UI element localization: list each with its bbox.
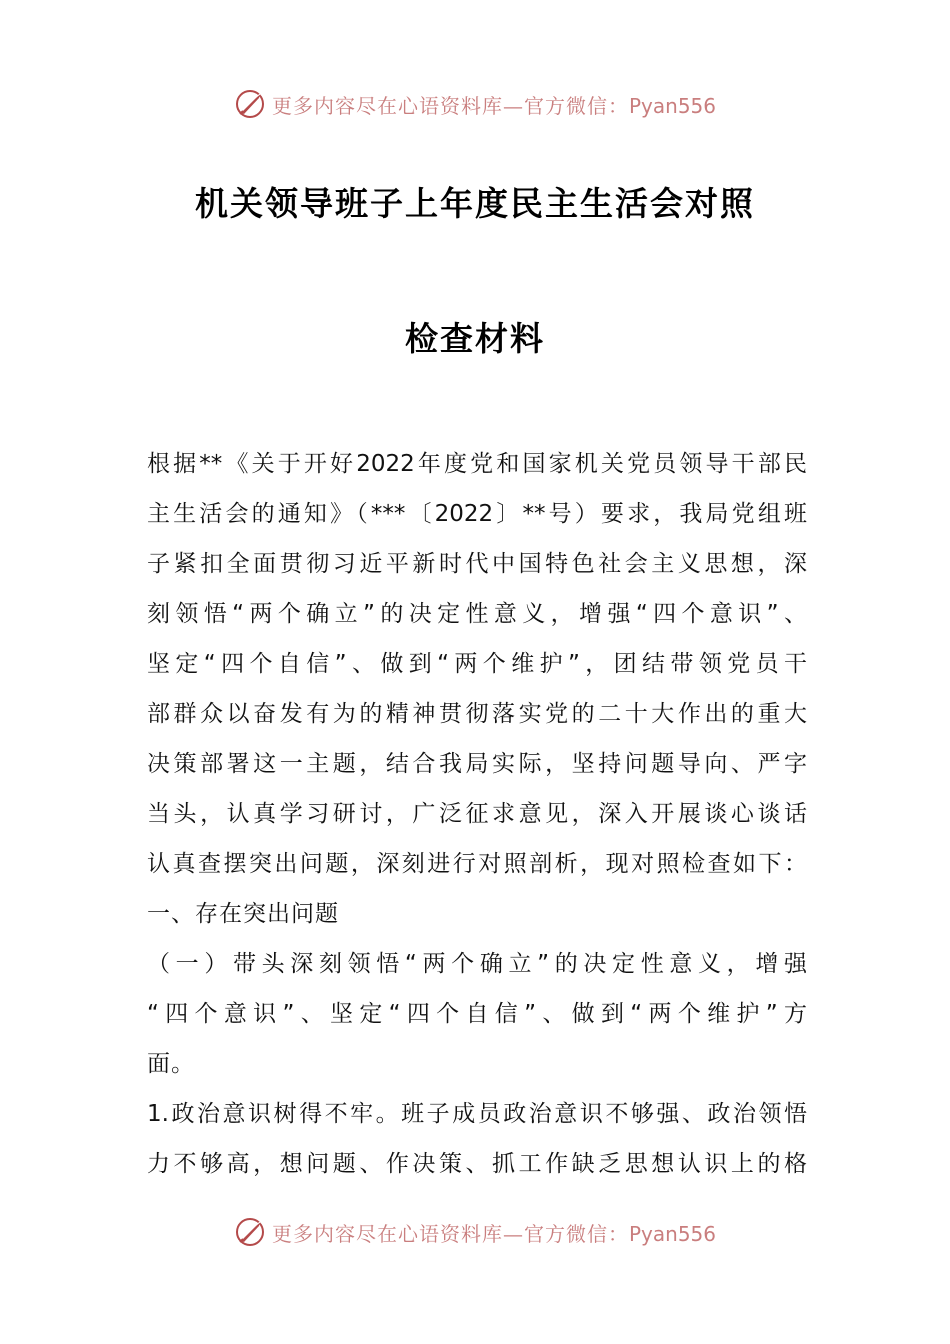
subsection-heading-line: 面。 [147, 1051, 195, 1077]
watermark-text: 更多内容尽在心语资料库—官方微信：Pyan556 [271, 1221, 716, 1246]
watermark-banner-bottom [0, 1214, 950, 1250]
body-line: 根据**《关于开好2022年度党和国家机关党员领导干部民 [147, 451, 807, 477]
watermark-text: 更多内容尽在心语资料库—官方微信：Pyan556 [271, 93, 716, 118]
body-line: 当头，认真学习研讨，广泛征求意见，深入开展谈心谈话 [147, 801, 807, 827]
body-line: 坚定“四个自信”、做到“两个维护”，团结带领党员干 [147, 651, 807, 677]
body-line: 主生活会的通知》（***〔2022〕**号）要求，我局党组班 [147, 501, 807, 527]
document-title-line-2: 检查材料 [405, 319, 545, 358]
document-title-line-1: 机关领导班子上年度民主生活会对照 [195, 184, 755, 223]
body-line: 子紧扣全面贯彻习近平新时代中国特色社会主义思想，深 [147, 551, 807, 577]
body-line: 1.政治意识树得不牢。班子成员政治意识不够强、政治领悟 [147, 1101, 807, 1127]
document-body [147, 439, 807, 1189]
body-line: 部群众以奋发有为的精神贯彻落实党的二十大作出的重大 [147, 701, 807, 727]
body-line: 认真查摆突出问题，深刻进行对照剖析，现对照检查如下： [147, 851, 807, 877]
section-heading: 一、存在突出问题 [147, 901, 339, 927]
subsection-heading-line: “四个意识”、坚定“四个自信”、做到“两个维护”方 [147, 1001, 807, 1027]
body-line: 决策部署这一主题，结合我局实际，坚持问题导向、严字 [147, 751, 807, 777]
quill-pen-icon [234, 88, 266, 120]
body-line: 力不够高，想问题、作决策、抓工作缺乏思想认识上的格 [147, 1151, 807, 1177]
watermark-banner-top [0, 86, 950, 122]
subsection-heading-line: （一）带头深刻领悟“两个确立”的决定性意义，增强 [147, 951, 807, 977]
quill-pen-icon [234, 1216, 266, 1248]
body-line: 刻领悟“两个确立”的决定性意义，增强“四个意识”、 [147, 601, 807, 627]
